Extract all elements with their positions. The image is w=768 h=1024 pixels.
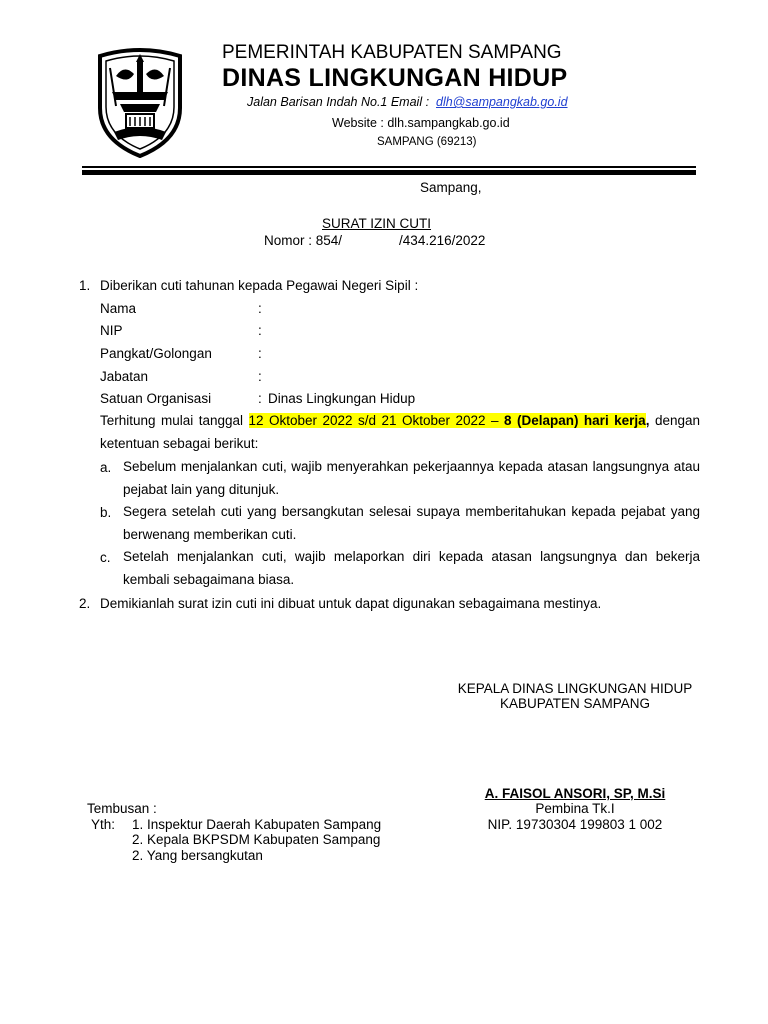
item-1-text: Diberikan cuti tahunan kepada Pegawai Negeri Sipil : — [100, 278, 419, 293]
signer-region: KABUPATEN SAMPANG — [499, 696, 651, 711]
field-label-pangkat: Pangkat/Golongan — [100, 346, 212, 361]
condition-letter: a. — [100, 460, 112, 475]
letterhead-government-name: PEMERINTAH KABUPATEN SAMPANG — [222, 42, 562, 63]
period-prefix: Terhitung mulai tanggal — [100, 413, 249, 428]
signer-position: KEPALA DINAS LINGKUNGAN HIDUP — [457, 681, 693, 696]
field-colon: : — [258, 301, 262, 316]
letterhead-agency-name: DINAS LINGKUNGAN HIDUP — [222, 64, 568, 92]
field-label-jabatan: Jabatan — [100, 369, 149, 384]
tembusan-label: Tembusan : — [87, 801, 157, 816]
condition-letter: b. — [100, 505, 112, 520]
signer-rank: Pembina Tk.I — [535, 801, 615, 816]
signer-nip: NIP. 19730304 199803 1 002 — [487, 817, 663, 832]
field-colon: : — [258, 391, 262, 406]
field-value-satuan: Dinas Lingkungan Hidup — [268, 391, 416, 406]
field-colon: : — [258, 323, 262, 338]
condition-text: Sebelum menjalankan cuti, wajib menyerahkan pekerjaannya kepada atasan langsungnya atau pejabat lain yang ditunjuk. — [123, 459, 700, 497]
letterhead-city-postal: SAMPANG (69213) — [377, 136, 477, 148]
email-link[interactable]: dlh@sampangkab.go.id — [436, 95, 568, 109]
field-label-nip: NIP — [100, 323, 123, 338]
condition-text: Setelah menjalankan cuti, wajib melaporkan diri kepada atasan langsungnya dan bekerja kembali sebagaimana biasa. — [123, 549, 700, 587]
tembusan-item: 1. Inspektur Daerah Kabupaten Sampang — [132, 817, 382, 832]
period-dates: 12 Oktober 2022 s/d 21 Oktober 2022 – — [248, 413, 504, 428]
sampang-regency-emblem — [94, 46, 186, 158]
place-date: Sampang, — [420, 180, 482, 195]
condition-letter: c. — [100, 550, 111, 565]
letterhead-divider-thick — [82, 170, 696, 175]
letter-number-prefix: Nomor : 854/ — [264, 233, 343, 248]
tembusan-item: 2. Yang bersangkutan — [132, 848, 263, 863]
period-days: 8 (Delapan) hari kerja — [503, 413, 646, 428]
leave-period-paragraph — [100, 410, 700, 455]
tembusan-yth: Yth: — [91, 817, 116, 832]
letterhead-website: Website : dlh.sampangkab.go.id — [332, 116, 510, 130]
tembusan-item: 2. Kepala BKPSDM Kabupaten Sampang — [132, 832, 381, 847]
field-label-satuan: Satuan Organisasi — [100, 391, 212, 406]
letterhead-divider-thin — [82, 166, 696, 168]
signer-name: A. FAISOL ANSORI, SP, M.Si — [484, 786, 666, 801]
period-comma: , — [645, 413, 650, 428]
item-2-text: Demikianlah surat izin cuti ini dibuat untuk dapat digunakan sebagaimana mestinya. — [100, 596, 602, 611]
letter-number — [264, 233, 485, 248]
period-suffix: dengan ketentuan sebagai berikut: — [100, 413, 700, 451]
field-colon: : — [258, 369, 262, 384]
item-2-number: 2. — [79, 596, 91, 611]
letter-title: SURAT IZIN CUTI — [322, 216, 432, 231]
address-text: Jalan Barisan Indah No.1 Email : — [247, 95, 430, 109]
field-colon: : — [258, 346, 262, 361]
letterhead-address — [247, 95, 568, 109]
letter-number-suffix: /434.216/2022 — [399, 233, 486, 248]
field-label-nama: Nama — [100, 301, 137, 316]
item-1-number: 1. — [79, 278, 91, 293]
condition-text: Segera setelah cuti yang bersangkutan selesai supaya memberitahukan kepada pejabat yang berwenang memberikan cuti. — [123, 504, 700, 542]
